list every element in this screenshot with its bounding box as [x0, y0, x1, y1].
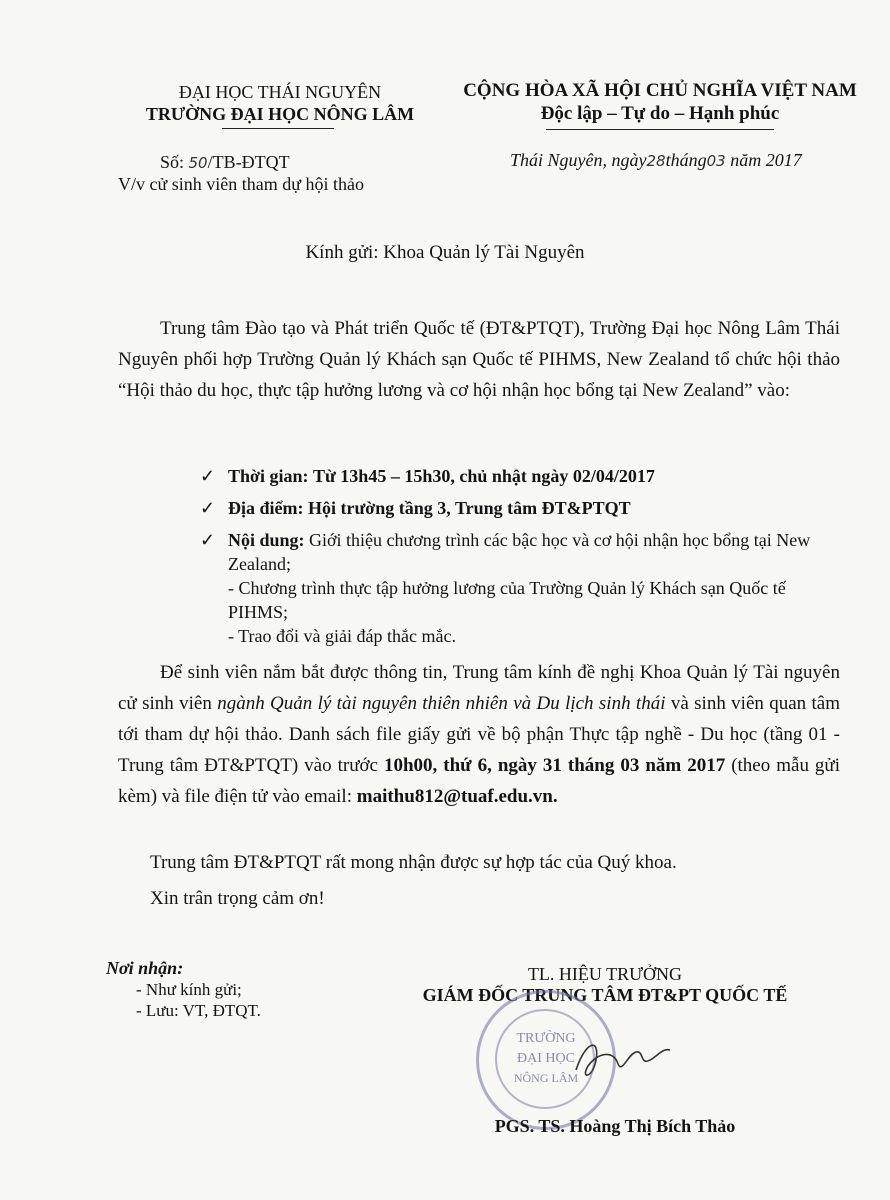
request-text-a: Để sinh viên nắm bắt được thông tin, Trung tâm kính đề nghị Khoa Quản lý Tài nguyên cử sinh viên — [118, 662, 840, 714]
university-name: ĐẠI HỌC THÁI NGUYÊN — [178, 82, 382, 102]
national-motto: Độc lập – Tự do – Hạnh phúc — [540, 103, 780, 124]
check-icon: ✓ — [200, 466, 216, 486]
bullet-content — [200, 528, 840, 648]
time-value: Từ 13h45 – 15h30, chủ nhật ngày 02/04/2017 — [313, 466, 655, 486]
stamp-line-3: NÔNG LÂM — [513, 1071, 579, 1085]
request-deadline: 10h00, thứ 6, ngày 31 tháng 03 năm 2017 — [383, 755, 726, 776]
content-label: Nội dung: — [228, 530, 305, 550]
document-subject: V/v cử sinh viên tham dự hội thảo — [118, 174, 364, 194]
school-name: TRƯỜNG ĐẠI HỌC NÔNG LÂM — [145, 104, 415, 124]
signer-name: PGS. TS. Hoàng Thị Bích Thảo — [494, 1116, 736, 1136]
number-suffix: /TB-ĐTQT — [207, 152, 290, 172]
number-handwritten: 50 — [188, 154, 208, 172]
date-month-label: tháng — [665, 150, 707, 170]
request-text-c: và sinh viên quan tâm tới tham dự hội thảo. Danh sách file giấy gửi về bộ phận Thực tập nghề - Du học (tầng 01 - Trung tâm ĐT&PTQT) vào trước — [118, 693, 841, 776]
request-paragraph — [118, 657, 840, 812]
venue-label: Địa điểm: — [228, 498, 304, 518]
content-value: Giới thiệu chương trình các bậc học và cơ hội nhận học bổng tại New Zealand; — [228, 530, 811, 574]
recipients-title: Nơi nhận: — [106, 958, 184, 978]
cooperation-line: Trung tâm ĐT&PTQT rất mong nhận được sự hợp tác của Quý khoa. — [150, 852, 677, 873]
check-icon: ✓ — [200, 530, 216, 550]
header-right-underline — [546, 129, 774, 130]
stamp-line-2: ĐẠI HỌC — [517, 1051, 575, 1066]
time-label: Thời gian: — [228, 466, 309, 486]
number-label: Số: — [160, 152, 185, 172]
sign-on-behalf: TL. HIỆU TRƯỞNG — [527, 964, 683, 984]
request-text-e: (theo mẫu gửi kèm) và file điện tử vào email: — [118, 755, 841, 807]
signature — [566, 1030, 676, 1090]
stamp-line-1: TRƯỜNG — [516, 1031, 576, 1046]
document-number — [160, 152, 290, 173]
date-day-handwritten: 28 — [646, 152, 666, 170]
intro-paragraph: Trung tâm Đào tạo và Phát triển Quốc tế (ĐT&PTQT), Trường Đại học Nông Lâm Thái Nguyên phối hợp Trường Quản lý Khách sạn Quốc tế PIHMS, New Zealand tổ chức hội thảo “Hội thảo du học, thực tập hưởng lương và cơ hội nhận học bổng tại New Zealand” vào: — [118, 318, 840, 401]
date-year: năm 2017 — [730, 150, 802, 170]
venue-value: Hội trường tầng 3, Trung tâm ĐT&PTQT — [308, 498, 631, 518]
request-email: maithu812@tuaf.edu.vn. — [356, 786, 558, 807]
header-left-underline — [222, 128, 334, 129]
content-item-qa: - Trao đổi và giải đáp thắc mắc. — [228, 626, 456, 646]
document-date — [510, 150, 802, 171]
date-place: Thái Nguyên, ngày — [510, 150, 647, 170]
recipient-item-2: - Lưu: VT, ĐTQT. — [136, 1001, 261, 1020]
request-major: ngành Quản lý tài nguyên thiên nhiên và Du lịch sinh thái — [217, 693, 666, 714]
date-month-handwritten: 03 — [706, 152, 726, 170]
sign-title: GIÁM ĐỐC TRUNG TÂM ĐT&PT QUỐC TẾ — [422, 985, 788, 1005]
national-title: CỘNG HÒA XÃ HỘI CHỦ NGHĨA VIỆT NAM — [463, 80, 857, 101]
recipient-item-1: - Như kính gửi; — [136, 980, 242, 999]
event-details — [200, 464, 840, 656]
content-item-internship: - Chương trình thực tập hưởng lương của Trường Quản lý Khách sạn Quốc tế PIHMS; — [228, 578, 786, 622]
bullet-time — [200, 464, 840, 488]
check-icon: ✓ — [200, 498, 216, 518]
recipient-line: Kính gửi: Khoa Quản lý Tài Nguyên — [305, 242, 585, 263]
thanks-line: Xin trân trọng cảm ơn! — [150, 888, 325, 909]
bullet-venue — [200, 496, 840, 520]
